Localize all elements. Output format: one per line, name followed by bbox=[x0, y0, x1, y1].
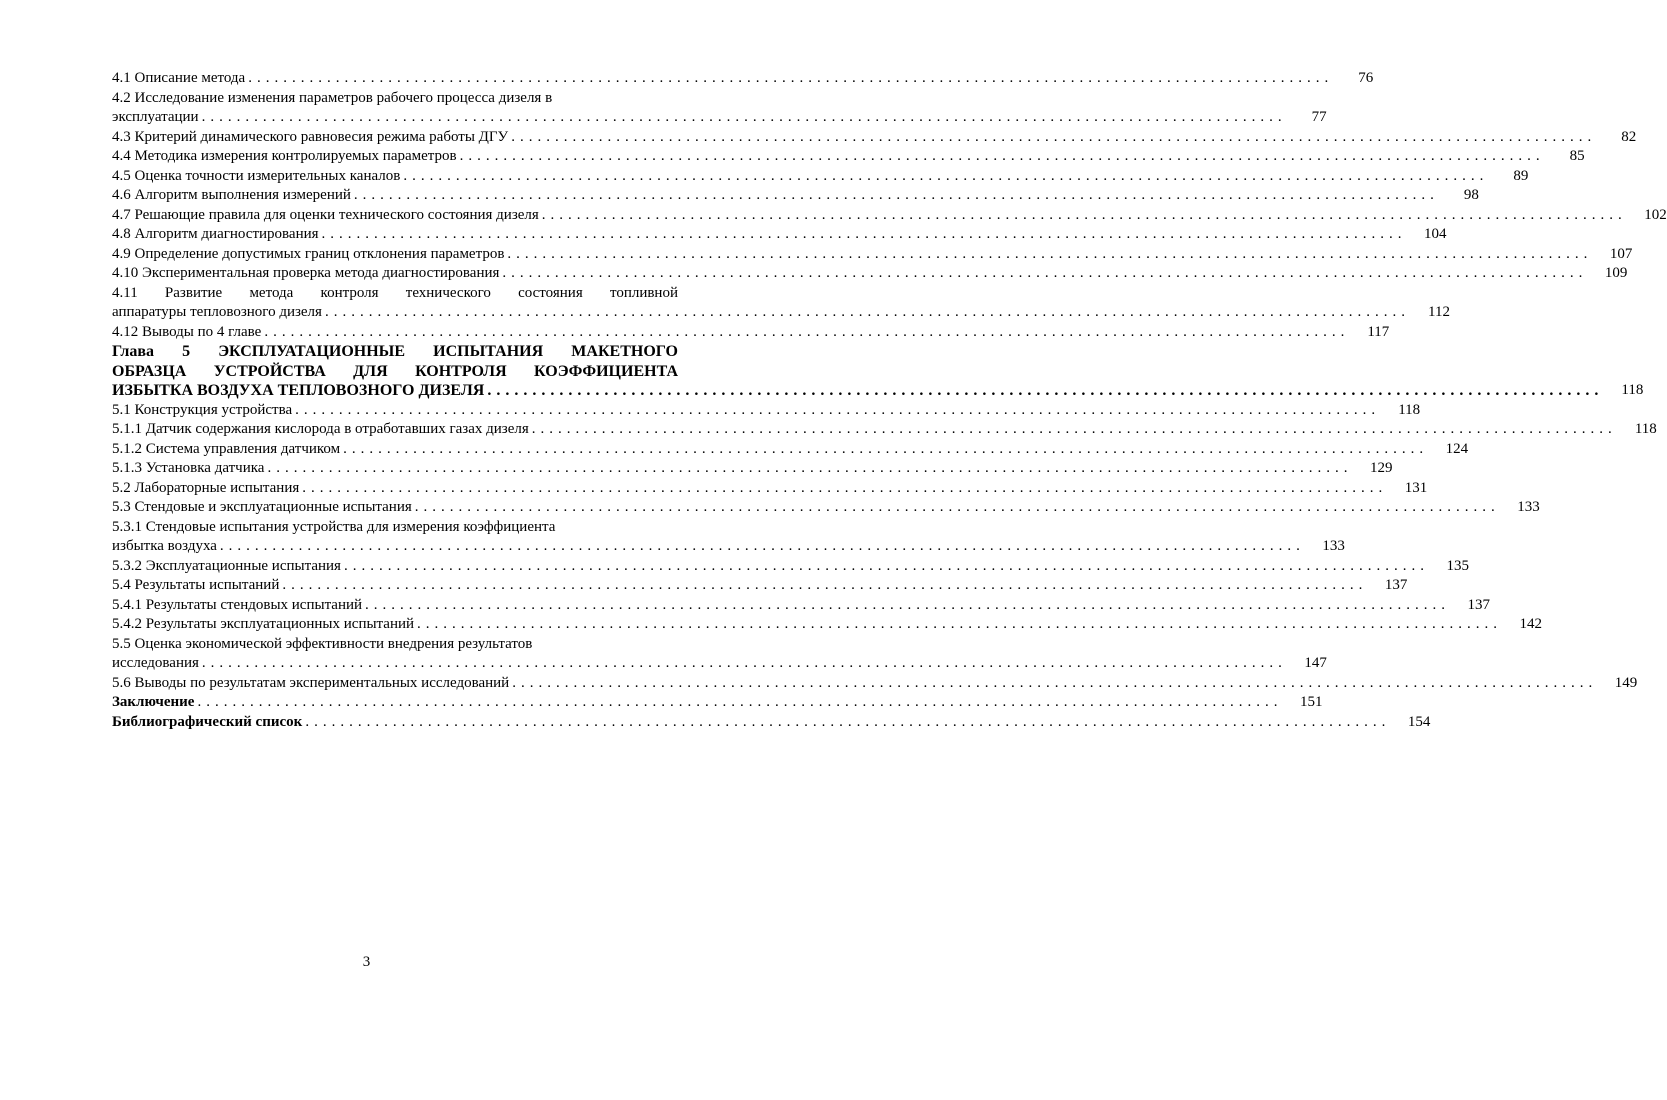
toc-entry-title: Заключение bbox=[112, 694, 195, 710]
leader-dots: ............................................................................................................................ bbox=[365, 596, 1451, 613]
toc-entry bbox=[112, 69, 1374, 89]
toc-entry bbox=[112, 674, 1638, 694]
toc-entry-title: исследования bbox=[112, 655, 199, 671]
leader-dots: ............................................................................................................................ bbox=[403, 167, 1489, 184]
chapter-heading-title: ИЗБЫТКА ВОЗДУХА ТЕПЛОВОЗНОГО ДИЗЕЛЯ bbox=[112, 382, 485, 399]
toc-entry bbox=[112, 557, 1469, 577]
toc-entry-title: 5.1.3 Установка датчика bbox=[112, 460, 265, 476]
toc-entry-page: 77 bbox=[1311, 109, 1327, 125]
toc-entry bbox=[112, 693, 1323, 713]
toc-entry-title-line: 5.3.1 Стендовые испытания устройства для измерения коэффициента bbox=[112, 518, 556, 535]
leader-dots: ............................................................................................................................ bbox=[282, 577, 1368, 593]
toc-entry-page: 129 bbox=[1369, 460, 1393, 476]
toc-entry-title: 4.5 Оценка точности измерительных каналов bbox=[112, 167, 401, 184]
toc-entry-page: 147 bbox=[1304, 655, 1327, 671]
leader-dots: ............................................................................................................................ bbox=[267, 460, 1353, 476]
toc-entry bbox=[112, 479, 1428, 499]
toc-entry-title: избытка воздуха bbox=[112, 538, 217, 554]
toc-entry-title: 4.4 Методика измерения контролируемых параметров bbox=[112, 148, 457, 164]
toc-entry-title: эксплуатации bbox=[112, 109, 199, 125]
toc-entry bbox=[112, 206, 1667, 226]
toc-entry-title: 5.1.2 Система управления датчиком bbox=[112, 440, 341, 457]
leader-dots: ............................................................................................................................ bbox=[302, 479, 1388, 496]
toc-entry bbox=[112, 323, 1390, 343]
toc-entry bbox=[112, 108, 1327, 128]
toc-entry-page: 149 bbox=[1614, 674, 1638, 691]
toc-entry bbox=[112, 128, 1637, 148]
toc-entry-page: 118 bbox=[1634, 421, 1657, 437]
leader-dots: ............................................................................................................................ bbox=[201, 109, 1287, 125]
toc-entry bbox=[112, 615, 1543, 635]
leader-dots: ............................................................................................................................ bbox=[264, 323, 1350, 340]
toc-entry-title-line: 4.11 Развитие метода контроля технического состояния топливной bbox=[112, 284, 678, 301]
toc-entry bbox=[112, 147, 1585, 167]
leader-dots: ............................................................................................................................ bbox=[324, 304, 1410, 320]
toc-entry bbox=[112, 576, 1408, 596]
leader-dots: ............................................................................................................................ bbox=[295, 401, 1381, 418]
toc-entry-title: 4.12 Выводы по 4 главе bbox=[112, 323, 262, 340]
leader-dots: ............................................................................................................................ bbox=[541, 206, 1627, 223]
toc-entry-title: 5.1 Конструкция устройства bbox=[112, 401, 293, 418]
toc-entry-page: 133 bbox=[1322, 538, 1345, 554]
toc-entry bbox=[112, 654, 1327, 674]
toc-entry-title: Библиографический список bbox=[112, 713, 303, 730]
toc-entry-page: 112 bbox=[1428, 304, 1450, 320]
toc-entry-title: 5.4 Результаты испытаний bbox=[112, 577, 280, 593]
table-of-contents bbox=[112, 69, 1667, 732]
toc-entry-title: 5.4.1 Результаты стендовых испытаний bbox=[112, 596, 363, 613]
leader-dots: ............................................................................................................................ bbox=[353, 187, 1439, 203]
toc-entry-page: 82 bbox=[1621, 128, 1637, 145]
leader-dots: ............................................................................................................................ bbox=[201, 655, 1287, 671]
toc-entry bbox=[112, 459, 1393, 479]
toc-entry-page: 131 bbox=[1404, 479, 1428, 496]
toc-entry bbox=[112, 264, 1628, 284]
toc-entry bbox=[112, 186, 1479, 206]
toc-entry bbox=[112, 167, 1529, 187]
toc-entry bbox=[112, 596, 1491, 616]
toc-entry-page: 117 bbox=[1367, 323, 1390, 340]
toc-entry-title: 4.3 Критерий динамического равновесия режима работы ДГУ bbox=[112, 128, 509, 145]
toc-entry-page: 109 bbox=[1604, 265, 1628, 281]
toc-entry-title: 5.3 Стендовые и эксплуатационные испытания bbox=[112, 499, 412, 515]
leader-dots: ............................................................................................................................ bbox=[459, 148, 1545, 164]
toc-entry-page: 151 bbox=[1299, 694, 1323, 710]
page-number: 3 bbox=[362, 954, 371, 970]
toc-entry-title: 5.1.1 Датчик содержания кислорода в отработавших газах дизеля bbox=[112, 421, 529, 437]
leader-dots: ............................................................................................................................ bbox=[507, 245, 1593, 262]
leader-dots: ............................................................................................................................ bbox=[512, 674, 1598, 691]
leader-dots: ............................................................................................................................ bbox=[219, 538, 1305, 554]
toc-entry bbox=[112, 401, 1421, 421]
toc-entry-title: 4.6 Алгоритм выполнения измерений bbox=[112, 187, 351, 203]
toc-entry-page: 85 bbox=[1569, 148, 1585, 164]
toc-entry-title: 5.4.2 Результаты эксплуатационных испытаний bbox=[112, 616, 415, 632]
leader-dots: ............................................................................................................................ bbox=[502, 265, 1588, 281]
toc-entry-title: 5.6 Выводы по результатам экспериментальных исследований bbox=[112, 674, 510, 691]
toc-entry-page: 137 bbox=[1467, 596, 1491, 613]
toc-entry-title: 4.7 Решающие правила для оценки технического состояния дизеля bbox=[112, 206, 539, 223]
leader-dots: ............................................................................................................................ bbox=[305, 713, 1391, 730]
toc-entry bbox=[112, 498, 1540, 518]
toc-entry-page: 135 bbox=[1446, 557, 1469, 574]
toc-entry bbox=[112, 303, 1450, 323]
leader-dots: ............................................................................................................................ bbox=[414, 499, 1500, 515]
toc-entry-title: 5.3.2 Эксплуатационные испытания bbox=[112, 557, 341, 574]
toc-entry-title: 4.1 Описание метода bbox=[112, 70, 246, 86]
chapter-heading-line: ОБРАЗЦА УСТРОЙСТВА ДЛЯ КОНТРОЛЯ КОЭФФИЦИЕНТА bbox=[112, 362, 678, 380]
toc-entry-page: 118 bbox=[1621, 382, 1644, 398]
leader-dots: ............................................................................................................................ bbox=[531, 421, 1617, 437]
toc-entry-page: 89 bbox=[1513, 167, 1529, 184]
toc-entry-page: 133 bbox=[1517, 499, 1540, 515]
toc-entry-page: 137 bbox=[1384, 577, 1408, 593]
toc-entry bbox=[112, 440, 1469, 460]
toc-entry-page: 118 bbox=[1398, 401, 1421, 418]
toc-entry-page: 76 bbox=[1358, 70, 1374, 86]
chapter-heading-line: Глава 5 ЭКСПЛУАТАЦИОННЫЕ ИСПЫТАНИЯ МАКЕТНОГО bbox=[112, 343, 678, 360]
toc-entry-title: 4.10 Экспериментальная проверка метода диагностирования bbox=[112, 265, 500, 281]
toc-entry bbox=[112, 420, 1657, 440]
toc-entry-page: 102 bbox=[1644, 206, 1667, 223]
toc-entry-page: 107 bbox=[1609, 245, 1633, 262]
toc-entry bbox=[112, 245, 1633, 265]
toc-entry bbox=[112, 225, 1447, 245]
toc-entry-title: 4.9 Определение допустимых границ отклонения параметров bbox=[112, 245, 505, 262]
toc-entry-title-line: 5.5 Оценка экономической эффективности внедрения результатов bbox=[112, 635, 533, 652]
leader-dots: ............................................................................................................................ bbox=[487, 382, 1604, 399]
toc-entry-page: 98 bbox=[1463, 187, 1479, 203]
toc-entry-page: 104 bbox=[1424, 226, 1447, 242]
leader-dots: ............................................................................................................................ bbox=[321, 226, 1407, 242]
leader-dots: ............................................................................................................................ bbox=[197, 694, 1283, 710]
leader-dots: ............................................................................................................................ bbox=[248, 70, 1334, 86]
toc-entry-title: 4.8 Алгоритм диагностирования bbox=[112, 226, 319, 242]
toc-entry-title: аппаратуры тепловозного дизеля bbox=[112, 304, 322, 320]
leader-dots: ............................................................................................................................ bbox=[343, 557, 1429, 574]
leader-dots: ............................................................................................................................ bbox=[417, 616, 1503, 632]
toc-chapter-entry bbox=[112, 381, 1644, 401]
toc-entry-title: 5.2 Лабораторные испытания bbox=[112, 479, 300, 496]
toc-entry-page: 124 bbox=[1445, 440, 1469, 457]
toc-entry bbox=[112, 713, 1431, 733]
toc-entry-page: 154 bbox=[1407, 713, 1431, 730]
toc-entry bbox=[112, 537, 1345, 557]
leader-dots: ............................................................................................................................ bbox=[343, 440, 1429, 457]
toc-entry-page: 142 bbox=[1519, 616, 1543, 632]
leader-dots: ............................................................................................................................ bbox=[511, 128, 1597, 145]
toc-entry-title-line: 4.2 Исследование изменения параметров рабочего процесса дизеля в bbox=[112, 89, 553, 106]
